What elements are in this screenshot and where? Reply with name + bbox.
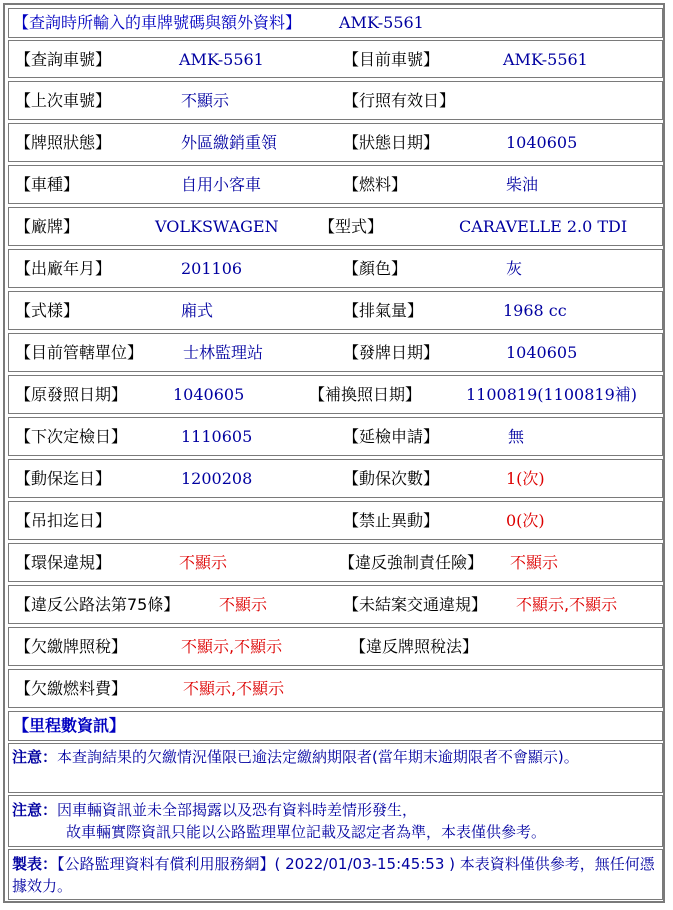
value-brand: VOLKSWAGEN — [155, 217, 279, 236]
note-2-line-1: 因車輛資訊並未全部揭露以及恐有資料時差情形發生， — [57, 801, 418, 819]
label-current-plate: 【目前車號】 — [343, 50, 440, 69]
label-status-date: 【狀態日期】 — [343, 133, 440, 152]
label-mortgage-end: 【動保迄日】 — [15, 469, 112, 488]
row-fuel-fee — [8, 669, 663, 708]
value-transfer-ban: 0(次) — [506, 511, 545, 530]
value-unpaid-license-tax: 不顯示,不顯示 — [181, 637, 283, 656]
label-suspension-end: 【吊扣迄日】 — [15, 511, 112, 530]
mileage-info-heading: 【里程數資訊】 — [13, 716, 126, 735]
footer-head: 製表： — [12, 855, 58, 873]
value-highway-act-75: 不顯示 — [219, 595, 268, 614]
row-inspection — [8, 417, 663, 456]
note-1-text: 本查詢結果的欠繳情況僅限已逾法定繳納期限者(當年期末逾期限者不會顯示)。 — [57, 748, 579, 766]
value-plate-status: 外區繳銷重領 — [181, 133, 278, 152]
value-reissue-date: 1100819(1100819補) — [466, 385, 638, 404]
label-brand: 【廠牌】 — [15, 217, 80, 236]
label-color: 【顏色】 — [343, 259, 408, 278]
label-unpaid-license-tax: 【欠繳牌照稅】 — [15, 637, 128, 656]
value-model: CARAVELLE 2.0 TDI — [459, 217, 628, 236]
label-insurance-violation: 【違反強制責任險】 — [339, 553, 484, 572]
title-plate: AMK-5561 — [339, 13, 424, 32]
row-brand — [8, 207, 663, 246]
value-body-style: 廂式 — [181, 301, 214, 320]
value-jurisdiction: 士林監理站 — [183, 343, 264, 362]
mileage-row — [8, 711, 663, 741]
value-open-traffic-violations: 不顯示,不顯示 — [516, 595, 618, 614]
row-license-tax — [8, 627, 663, 666]
value-color: 灰 — [506, 259, 523, 278]
note-1-head: 注意： — [12, 748, 58, 766]
label-environmental-violation: 【環保違規】 — [15, 553, 112, 572]
value-fuel: 柴油 — [506, 175, 539, 194]
label-displacement: 【排氣量】 — [343, 301, 424, 320]
value-original-issue-date: 1040605 — [173, 385, 245, 404]
value-next-inspection: 1110605 — [181, 427, 253, 446]
row-environmental — [8, 543, 663, 582]
label-issue-date: 【發牌日期】 — [343, 343, 440, 362]
footer-text: 【公路監理資料有償利用服務網】( 2022/01/03-15:45:53 ) 本表資料僅供參考，無任何憑據效力。 — [12, 855, 655, 895]
value-manufacture-date: 201106 — [181, 259, 243, 278]
label-model: 【型式】 — [319, 217, 384, 236]
label-manufacture-date: 【出廠年月】 — [15, 259, 112, 278]
value-status-date: 1040605 — [506, 133, 578, 152]
label-inspection-deferral: 【延檢申請】 — [343, 427, 440, 446]
title-row — [8, 8, 663, 38]
row-body-style — [8, 291, 663, 330]
label-open-traffic-violations: 【未結案交通違規】 — [343, 595, 488, 614]
label-next-inspection: 【下次定檢日】 — [15, 427, 128, 446]
label-highway-act-75: 【違反公路法第75條】 — [15, 595, 180, 614]
note-arrears — [8, 743, 663, 793]
label-fuel: 【燃料】 — [343, 175, 408, 194]
row-jurisdiction — [8, 333, 663, 372]
note-2-head: 注意： — [12, 801, 58, 819]
label-body-style: 【式樣】 — [15, 301, 80, 320]
label-license-tax-violation: 【違反牌照稅法】 — [350, 637, 479, 656]
note-disclaimer — [8, 795, 663, 847]
row-chattel-mortgage — [8, 459, 663, 498]
label-reissue-date: 【補換照日期】 — [309, 385, 422, 404]
value-mortgage-count: 1(次) — [506, 469, 545, 488]
value-insurance-violation: 不顯示 — [510, 553, 559, 572]
value-inspection-deferral: 無 — [508, 427, 525, 446]
note-2-line-2: 故車輛實際資訊只能以公路監理單位記載及認定者為準，本表僅供參考。 — [66, 823, 547, 841]
label-vehicle-type: 【車種】 — [15, 175, 80, 194]
row-plate-status — [8, 123, 663, 162]
value-previous-plate: 不顯示 — [181, 91, 230, 110]
value-displacement: 1968 cc — [503, 301, 567, 320]
value-issue-date: 1040605 — [506, 343, 578, 362]
label-previous-plate: 【上次車號】 — [15, 91, 112, 110]
value-query-plate: AMK-5561 — [179, 50, 264, 69]
value-environmental-violation: 不顯示 — [179, 553, 228, 572]
label-query-plate: 【查詢車號】 — [15, 50, 112, 69]
label-transfer-ban: 【禁止異動】 — [343, 511, 440, 530]
row-suspension — [8, 501, 663, 540]
value-mortgage-end: 1200208 — [181, 469, 253, 488]
row-highway-act — [8, 585, 663, 624]
row-plate — [8, 40, 663, 78]
title-label: 【查詢時所輸入的車牌號碼與額外資料】 — [13, 13, 302, 32]
value-current-plate: AMK-5561 — [503, 50, 588, 69]
value-unpaid-fuel-fee: 不顯示,不顯示 — [183, 679, 285, 698]
label-unpaid-fuel-fee: 【欠繳燃料費】 — [15, 679, 128, 698]
row-vehicle-type — [8, 165, 663, 204]
label-plate-status: 【牌照狀態】 — [15, 133, 112, 152]
label-original-issue-date: 【原發照日期】 — [15, 385, 128, 404]
report-footer — [8, 849, 663, 900]
row-original-issue — [8, 375, 663, 414]
label-mortgage-count: 【動保次數】 — [343, 469, 440, 488]
value-vehicle-type: 自用小客車 — [181, 175, 262, 194]
label-jurisdiction: 【目前管轄單位】 — [15, 343, 144, 362]
label-license-valid: 【行照有效日】 — [343, 91, 456, 110]
row-previous-plate — [8, 81, 663, 120]
row-manufacture — [8, 249, 663, 288]
